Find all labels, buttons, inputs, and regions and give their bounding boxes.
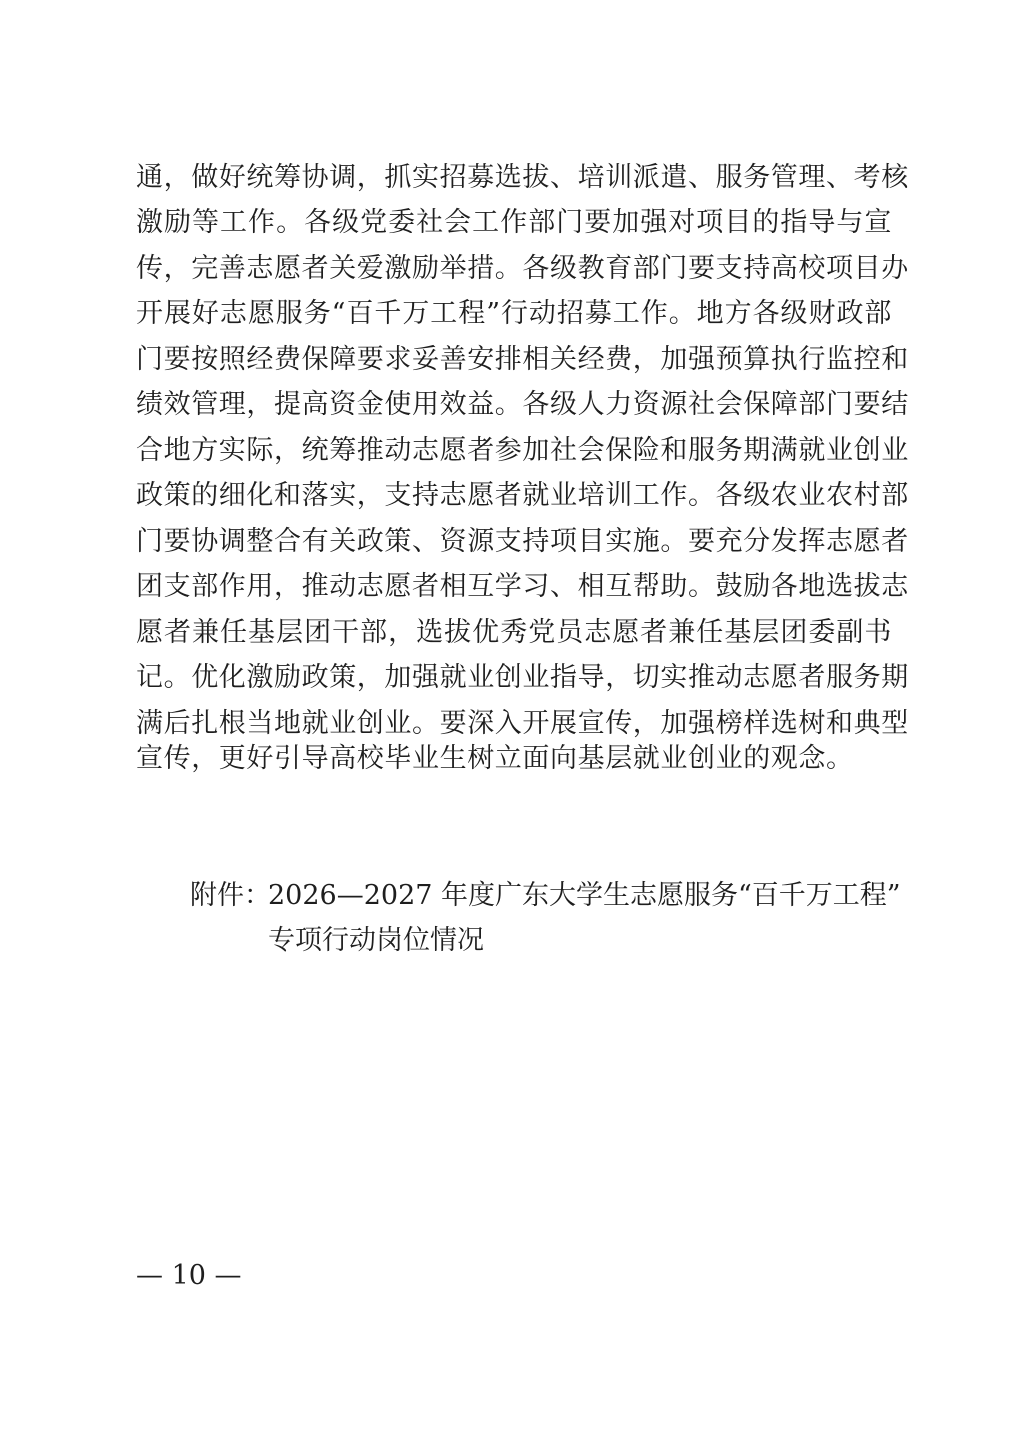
body-line-12: 记。优化激励政策，加强就业创业指导，切实推动志愿者服务期 [136,662,909,693]
attachment-label: 附件： [190,880,271,911]
body-line-14: 宣传，更好引导高校毕业生树立面向基层就业创业的观念。 [136,743,854,774]
attachment-title-line-2: 专项行动岗位情况 [268,925,484,956]
body-line-10: 团支部作用，推动志愿者相互学习、相互帮助。鼓励各地选拔志 [136,571,909,602]
body-line-6: 绩效管理，提高资金使用效益。各级人力资源社会保障部门要结 [136,389,909,420]
body-line-11: 愿者兼任基层团干部，选拔优秀党员志愿者兼任基层团委副书 [136,617,892,648]
page-number: — 10 — [136,1260,242,1291]
body-line-1: 通，做好统筹协调，抓实招募选拔、培训派遣、服务管理、考核 [136,162,909,193]
body-line-5: 门要按照经费保障要求妥善安排相关经费，加强预算执行监控和 [136,344,909,375]
body-line-2: 激励等工作。各级党委社会工作部门要加强对项目的指导与宣 [136,207,892,238]
body-line-4: 开展好志愿服务“百千万工程”行动招募工作。地方各级财政部 [136,298,892,329]
attachment-title-line-1: 2026—2027 年度广东大学生志愿服务“百千万工程” [268,880,901,911]
body-line-9: 门要协调整合有关政策、资源支持项目实施。要充分发挥志愿者 [136,526,909,557]
body-line-13: 满后扎根当地就业创业。要深入开展宣传，加强榜样选树和典型 [136,708,909,739]
body-line-3: 传，完善志愿者关爱激励举措。各级教育部门要支持高校项目办 [136,253,909,284]
body-line-7: 合地方实际，统筹推动志愿者参加社会保险和服务期满就业创业 [136,435,909,466]
body-line-8: 政策的细化和落实，支持志愿者就业培训工作。各级农业农村部 [136,480,909,511]
